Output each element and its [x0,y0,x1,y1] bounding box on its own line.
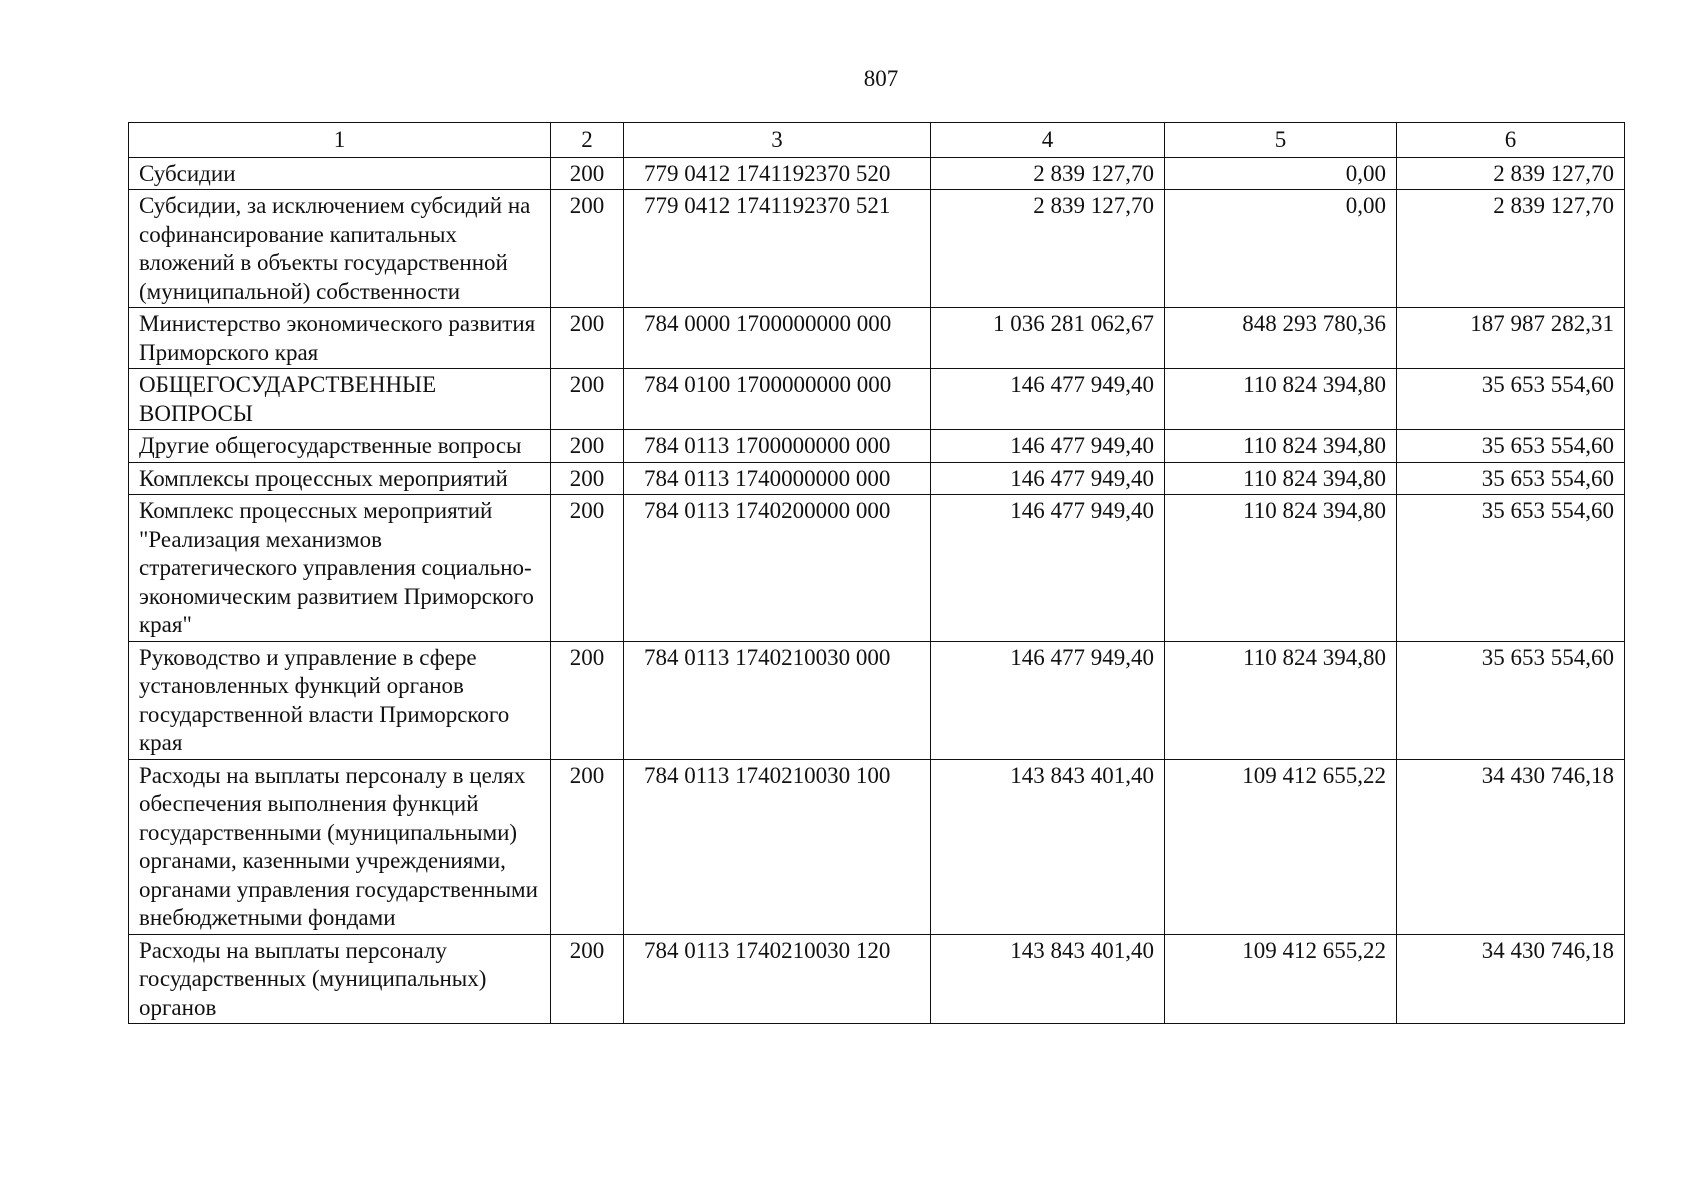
header-row [129,123,1625,158]
row-name-cell: Субсидии [129,157,551,190]
admin-code-cell: 200 [551,190,624,308]
budget-code-cell: 784 0100 1700000000 000 [624,369,931,430]
amount-col4-cell: 2 839 127,70 [931,157,1165,190]
column-header: 2 [551,123,624,158]
table-row [129,430,1625,463]
admin-code-cell: 200 [551,369,624,430]
amount-col4-cell: 146 477 949,40 [931,641,1165,759]
amount-col6-cell: 35 653 554,60 [1397,430,1625,463]
table-row [129,495,1625,642]
row-name-cell: Комплекс процессных мероприятий "Реализация механизмов стратегического управления социально-экономическим развитием Приморского края" [129,495,551,642]
amount-col6-cell: 187 987 282,31 [1397,308,1625,369]
table-row [129,308,1625,369]
row-name-cell: ОБЩЕГОСУДАРСТВЕННЫЕ ВОПРОСЫ [129,369,551,430]
amount-col5-cell: 848 293 780,36 [1165,308,1397,369]
amount-col5-cell: 110 824 394,80 [1165,462,1397,495]
column-header: 1 [129,123,551,158]
budget-code-cell: 784 0113 1740000000 000 [624,462,931,495]
amount-col4-cell: 1 036 281 062,67 [931,308,1165,369]
amount-col4-cell: 143 843 401,40 [931,759,1165,934]
amount-col5-cell: 110 824 394,80 [1165,641,1397,759]
amount-col4-cell: 143 843 401,40 [931,934,1165,1024]
column-header: 4 [931,123,1165,158]
amount-col5-cell: 0,00 [1165,190,1397,308]
amount-col5-cell: 110 824 394,80 [1165,369,1397,430]
column-header: 6 [1397,123,1625,158]
admin-code-cell: 200 [551,934,624,1024]
admin-code-cell: 200 [551,495,624,642]
budget-code-cell: 784 0113 1740210030 000 [624,641,931,759]
admin-code-cell: 200 [551,462,624,495]
amount-col5-cell: 0,00 [1165,157,1397,190]
amount-col5-cell: 109 412 655,22 [1165,759,1397,934]
row-name-cell: Субсидии, за исключением субсидий на софинансирование капитальных вложений в объекты государственной (муниципальной) собственности [129,190,551,308]
budget-code-cell: 779 0412 1741192370 520 [624,157,931,190]
amount-col6-cell: 34 430 746,18 [1397,759,1625,934]
admin-code-cell: 200 [551,641,624,759]
admin-code-cell: 200 [551,157,624,190]
amount-col4-cell: 146 477 949,40 [931,495,1165,642]
row-name-cell: Расходы на выплаты персоналу в целях обеспечения выполнения функций государственными (муниципальными) органами, казенными учреждениями, органами управления государственными внебюджетными фондами [129,759,551,934]
row-name-cell: Комплексы процессных мероприятий [129,462,551,495]
amount-col6-cell: 2 839 127,70 [1397,157,1625,190]
amount-col6-cell: 34 430 746,18 [1397,934,1625,1024]
budget-code-cell: 784 0113 1740210030 120 [624,934,931,1024]
amount-col6-cell: 2 839 127,70 [1397,190,1625,308]
row-name-cell: Министерство экономического развития Приморского края [129,308,551,369]
row-name-cell: Расходы на выплаты персоналу государственных (муниципальных) органов [129,934,551,1024]
budget-table [128,122,1625,1024]
amount-col5-cell: 110 824 394,80 [1165,495,1397,642]
budget-code-cell: 784 0000 1700000000 000 [624,308,931,369]
amount-col6-cell: 35 653 554,60 [1397,462,1625,495]
row-name-cell: Руководство и управление в сфере установленных функций органов государственной власти Приморского края [129,641,551,759]
table-row [129,641,1625,759]
budget-code-cell: 784 0113 1740200000 000 [624,495,931,642]
table-row [129,462,1625,495]
amount-col4-cell: 2 839 127,70 [931,190,1165,308]
amount-col4-cell: 146 477 949,40 [931,369,1165,430]
admin-code-cell: 200 [551,759,624,934]
amount-col4-cell: 146 477 949,40 [931,430,1165,463]
amount-col4-cell: 146 477 949,40 [931,462,1165,495]
budget-code-cell: 784 0113 1740210030 100 [624,759,931,934]
table-row [129,157,1625,190]
amount-col5-cell: 109 412 655,22 [1165,934,1397,1024]
row-name-cell: Другие общегосударственные вопросы [129,430,551,463]
budget-code-cell: 779 0412 1741192370 521 [624,190,931,308]
page-number: 807 [863,66,899,91]
column-header: 3 [624,123,931,158]
admin-code-cell: 200 [551,308,624,369]
amount-col5-cell: 110 824 394,80 [1165,430,1397,463]
budget-code-cell: 784 0113 1700000000 000 [624,430,931,463]
column-header: 5 [1165,123,1397,158]
amount-col6-cell: 35 653 554,60 [1397,369,1625,430]
amount-col6-cell: 35 653 554,60 [1397,495,1625,642]
table-row [129,190,1625,308]
table-row [129,934,1625,1024]
amount-col6-cell: 35 653 554,60 [1397,641,1625,759]
table-row [129,369,1625,430]
admin-code-cell: 200 [551,430,624,463]
table-row [129,759,1625,934]
